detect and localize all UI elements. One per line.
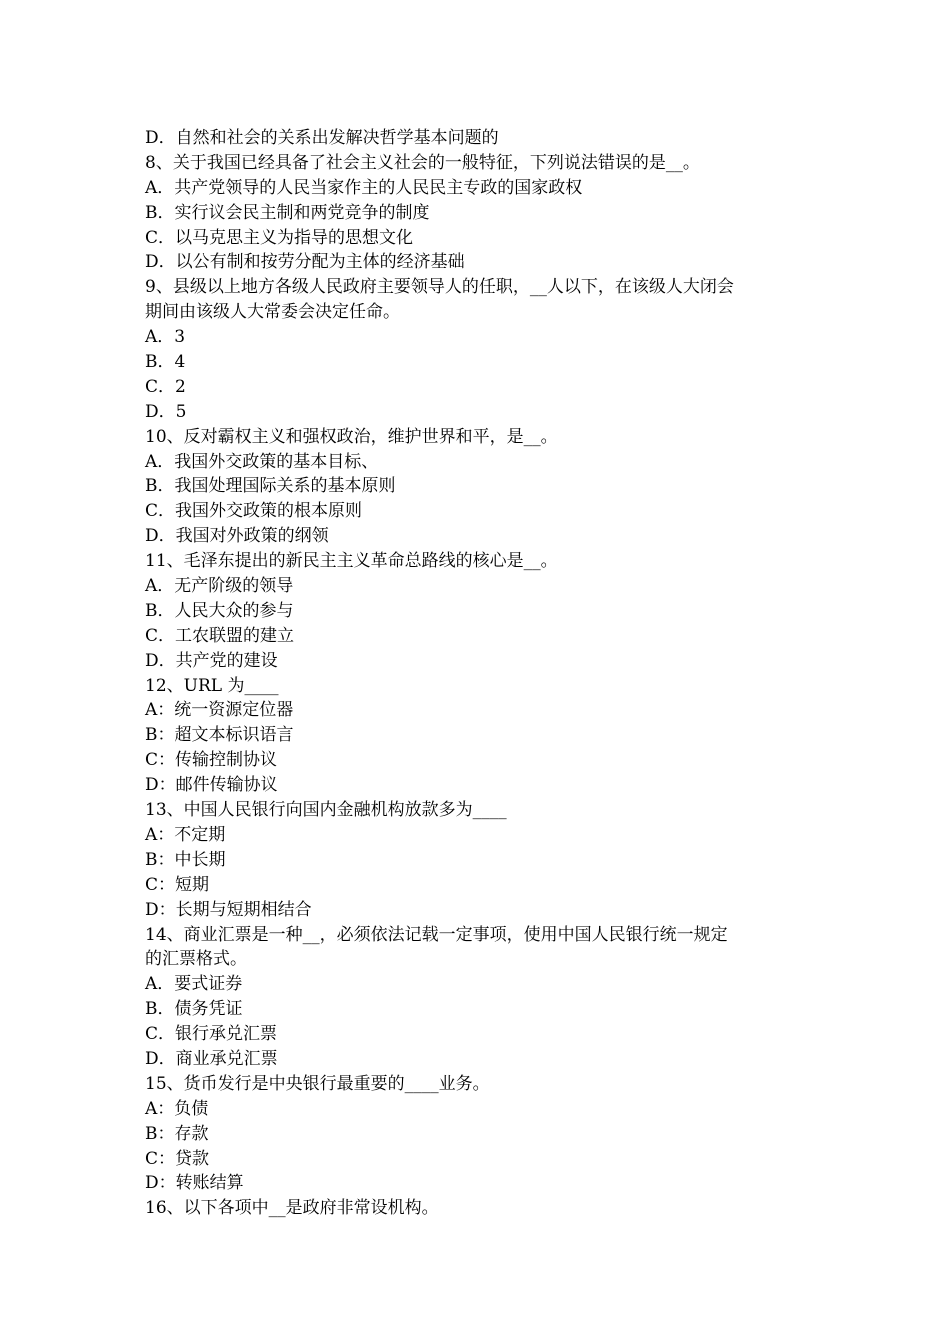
- question-16: 16、以下各项中__是政府非常设机构。: [145, 1198, 439, 1219]
- option-c-q15: C：贷款: [145, 1148, 210, 1169]
- option-b-q15: B：存款: [145, 1123, 209, 1144]
- option-c-q14: C．银行承兑汇票: [145, 1024, 278, 1045]
- question-14-line-2: 的汇票格式。: [145, 949, 247, 970]
- question-10: 10、反对霸权主义和强权政治，维护世界和平，是__。: [145, 426, 558, 447]
- document-body: [145, 126, 810, 1221]
- option-d-q9: D．5: [145, 401, 187, 422]
- question-9-line-1: 9、县级以上地方各级人民政府主要领导人的任职，__人以下，在该级人大闭会: [145, 277, 734, 298]
- option-d-q11: D．共产党的建设: [145, 650, 278, 671]
- option-a-q15: A：负债: [145, 1098, 209, 1119]
- option-c-q9: C．2: [145, 376, 186, 397]
- option-d-q15: D：转账结算: [145, 1173, 244, 1194]
- option-d-q10: D．我国对外政策的纲领: [145, 526, 329, 547]
- option-b-q12: B：超文本标识语言: [145, 725, 294, 746]
- question-11: 11、毛泽东提出的新民主主义革命总路线的核心是__。: [145, 551, 558, 572]
- question-9-line-2: 期间由该级人大常委会决定任命。: [145, 302, 400, 323]
- option-b-q13: B：中长期: [145, 849, 226, 870]
- option-a-q8: A．共产党领导的人民当家作主的人民民主专政的国家政权: [145, 177, 583, 198]
- option-c-q8: C．以马克思主义为指导的思想文化: [145, 227, 414, 248]
- option-c-q11: C．工农联盟的建立: [145, 625, 295, 646]
- option-b-q11: B．人民大众的参与: [145, 600, 294, 621]
- question-14-line-1: 14、商业汇票是一种__，必须依法记载一定事项，使用中国人民银行统一规定: [145, 924, 728, 945]
- option-b-q8: B．实行议会民主制和两党竞争的制度: [145, 202, 430, 223]
- option-d-q13: D：长期与短期相结合: [145, 899, 312, 920]
- option-c-q12: C：传输控制协议: [145, 750, 278, 771]
- option-a-q9: A．3: [145, 327, 186, 348]
- option-d-q12: D：邮件传输协议: [145, 775, 278, 796]
- option-d-q7: D．自然和社会的关系出发解决哲学基本问题的: [145, 128, 499, 148]
- option-d-q14: D．商业承兑汇票: [145, 1048, 278, 1069]
- option-d-q8: D．以公有制和按劳分配为主体的经济基础: [145, 252, 465, 273]
- option-a-q11: A．无产阶级的领导: [145, 576, 294, 597]
- question-12: 12、URL 为____: [145, 675, 279, 696]
- option-c-q13: C：短期: [145, 874, 210, 895]
- option-b-q10: B．我国处理国际关系的基本原则: [145, 476, 396, 497]
- option-b-q9: B．4: [145, 352, 186, 373]
- option-a-q14: A．要式证券: [145, 974, 243, 995]
- option-a-q13: A：不定期: [145, 824, 226, 845]
- question-13: 13、中国人民银行向国内金融机构放款多为____: [145, 800, 507, 821]
- option-a-q10: A．我国外交政策的基本目标、: [145, 451, 379, 472]
- question-15: 15、货币发行是中央银行最重要的____业务。: [145, 1073, 490, 1094]
- option-b-q14: B．债务凭证: [145, 999, 243, 1020]
- question-8: 8、关于我国已经具备了社会主义社会的一般特征，下列说法错误的是__。: [145, 152, 700, 173]
- option-a-q12: A：统一资源定位器: [145, 700, 294, 721]
- option-c-q10: C．我国外交政策的根本原则: [145, 501, 363, 522]
